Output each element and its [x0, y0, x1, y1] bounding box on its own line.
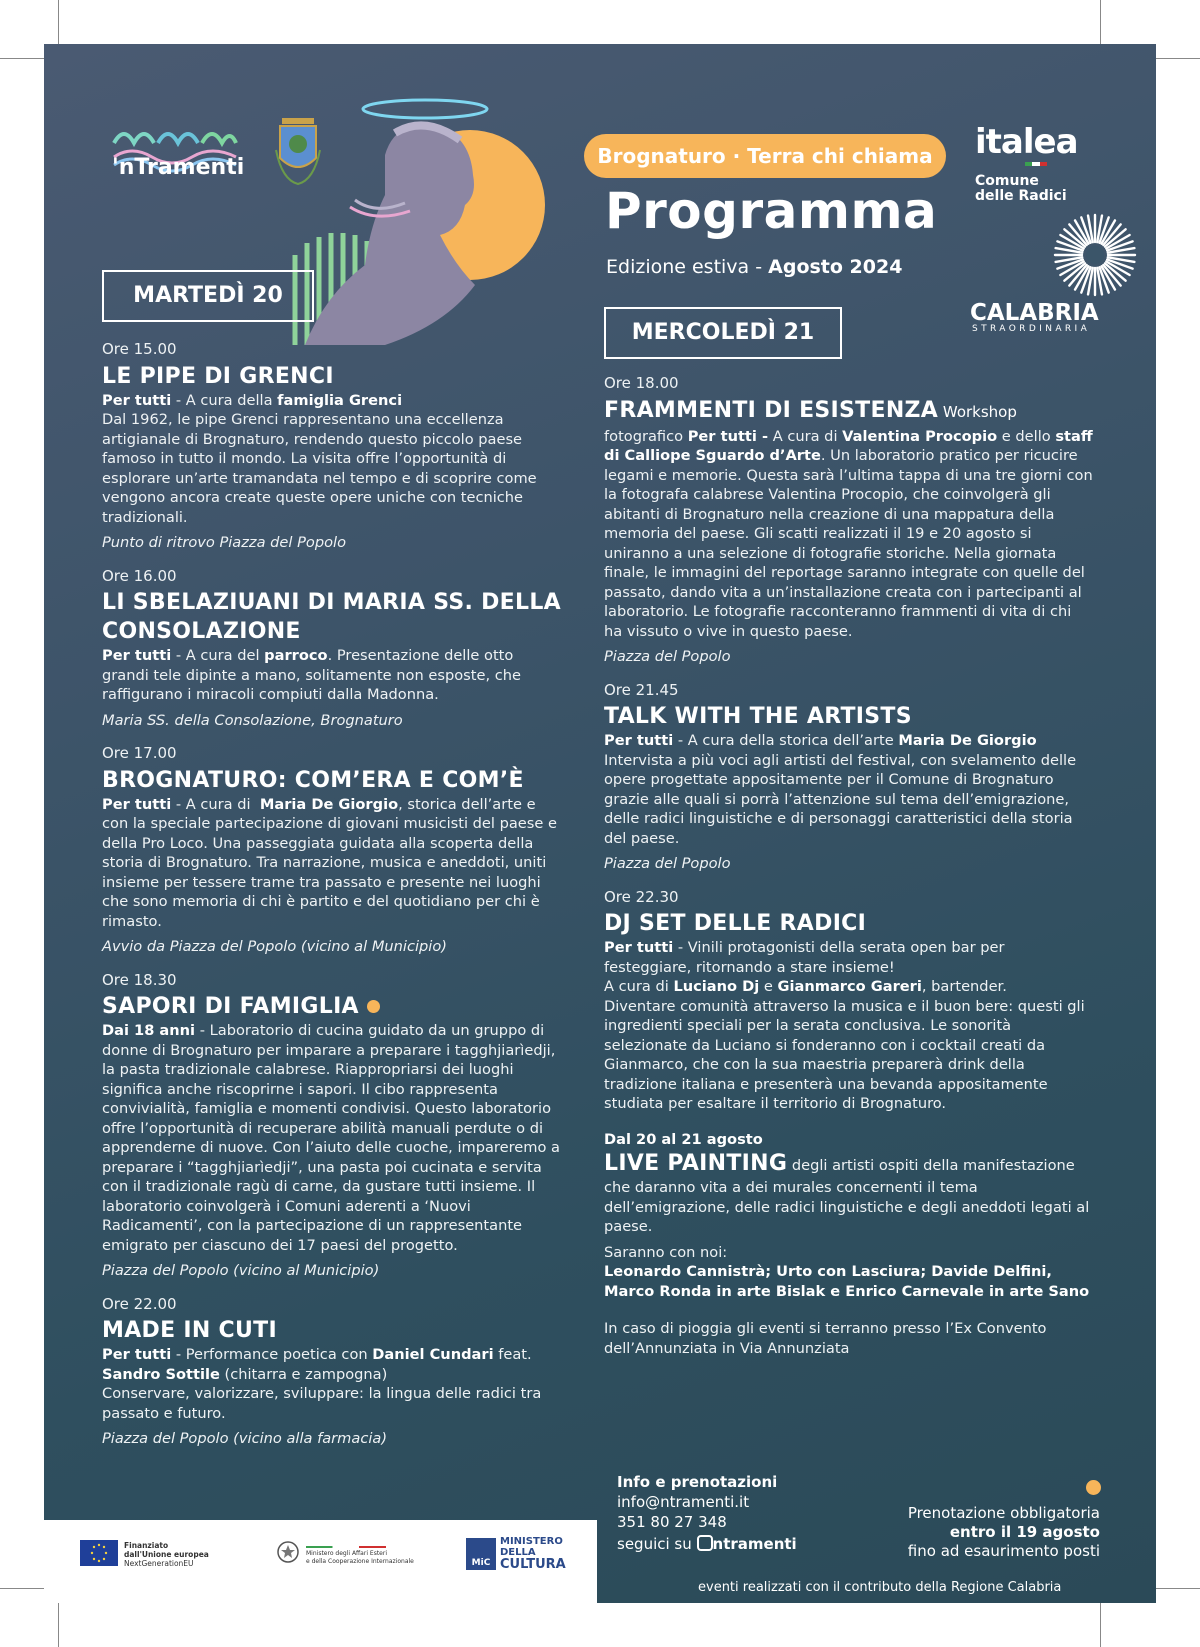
eu-funding-label: Finanziato dall'Unione europea NextGenerationEU [124, 1541, 209, 1568]
event-location: Piazza del Popolo (vicino al Municipio) [102, 1262, 380, 1279]
instagram-icon [697, 1535, 713, 1551]
event-title: TALK WITH THE ARTISTS [604, 704, 912, 729]
tricolor-line-icon [306, 1546, 386, 1548]
event-location: Punto di ritrovo Piazza del Popolo [102, 534, 346, 551]
event-description: Conservare, valorizzare, sviluppare: la lingua delle radici tra passato e futuro. [102, 1385, 542, 1422]
event-title: BROGNATURO: COM’ERA E COM’È [102, 767, 524, 793]
calabria-sunburst-icon [1052, 212, 1138, 298]
live-with-label: Saranno con noi: [604, 1243, 728, 1261]
ministero-esteri-label: Ministero degli Affari Esteri e della Cooperazione Internazionale [306, 1546, 414, 1566]
italian-flag-icon [1025, 162, 1047, 166]
event-time: Ore 22.00 [102, 1294, 177, 1313]
event-sapori [102, 971, 562, 1281]
crop-mark [1156, 58, 1200, 59]
live-artists: Leonardo Cannistrà; Urto con Lasciura; Davide Delfini, Marco Ronda in arte Bislak e Enrico Carnevale in arte Sano [604, 1263, 1090, 1300]
regione-credit: eventi realizzati con il contributo della Regione Calabria [698, 1580, 1062, 1595]
event-title-row: SAPORI DI FAMIGLIA [102, 992, 562, 1021]
info-email[interactable]: info@ntramenti.it [617, 1493, 750, 1511]
italea-logo: italea [975, 122, 1078, 162]
crop-mark [58, 1603, 59, 1647]
crop-mark [0, 58, 44, 59]
event-description: Per tutti - A cura di Maria De Giorgio, storica dell’arte e con la speciale partecipazione di giovani musicisti del paese e della Pro Loco. Una passeggiata guidata alla scoperta della storia di Brognaturo. Tra narrazione, musica e aneddoti, uniti insieme per tessere trame tra passato e presente nei luoghi che sono memoria di chi è partito e del quotidiano per chi è rimasto. [102, 795, 557, 930]
crop-mark [1100, 1603, 1101, 1647]
event-sbelaziuani [102, 567, 562, 731]
highlight-dot-icon [367, 1000, 380, 1013]
event-location: Maria SS. della Consolazione, Brognaturo [102, 711, 403, 729]
event-location: Piazza del Popolo [604, 855, 731, 872]
day-heading-wednesday: MERCOLEDÌ 21 [604, 307, 842, 359]
info-title: Info e prenotazioni [617, 1473, 778, 1491]
event-time: Ore 21.45 [604, 680, 679, 699]
event-made-in-cuti [102, 1295, 562, 1449]
rain-notice: In caso di pioggia gli eventi si terranno presso l’Ex Convento dell’Annunziata in Via Annunziata [604, 1320, 1047, 1357]
event-description: fotografico Per tutti - A cura di Valentina Procopio e dello staff di Calliope Sguardo d’Arte. Un laboratorio pratico per ricucire legami e memorie. Questa sarà l’ultima tappa di una tre giorni con la fotografa calabrese Valentina Procopio, che coinvolgerà gli abitanti di Brognaturo nella creazione di una mappatura della memoria del paese. Gli scatti realizzati il 19 e 20 agosto si uniranno a una selezione di fotografie storiche. Nella giornata finale, le immagini del reportage saranno integrate con quelle del passato, dando vita a un’installazione creata con i partecipanti al laboratorio. Le fotografie racconteranno frammenti di vita di chi ha vissuto o vive in questo paese. [604, 427, 1093, 640]
header-pill: Brognaturo · Terra chi chiama [584, 134, 946, 178]
ntramenti-wordmark: 'nTramenti [112, 155, 245, 180]
event-description: Dal 1962, le pipe Grenci rappresentano una eccellenza artigianale di Brognaturo, rendendo questo piccolo paese famoso in tutto il mondo. La visita offre l’opportunità di esplorare un’arte tramandata nel tempo e di scoprire come vengono ancora create queste opere uniche con tecniche tradizionali. [102, 411, 537, 526]
event-time: Ore 15.00 [102, 340, 177, 358]
event-location: Avvio da Piazza del Popolo (vicino al Municipio) [102, 938, 447, 955]
event-description: Dai 18 anni - Laboratorio di cucina guidato da un gruppo di donne di Brognaturo per imparare a preparare i tagghjiarìedji, la pasta tradizionale calabrese. Riappropriarsi dei luoghi significa anche riscoprirne i sapori. Il cibo rappresenta convivialità, famiglia e momenti condivisi. Questo laboratorio offre l’opportunità di recuperare abilità manuali perdute o di apprenderne di nuove. Con l’aiuto delle cuoche, impareremo a preparare i “tagghjiarìedji”, una pasta poi cucinata e servita con il tradizionale ragù di carne, da gustare tutti insieme. Il laboratorio coinvolgerà i Comuni aderenti a ‘Nuovi Radicamenti’, con la partecipazione di un rappresentante emigrato per ciascuno dei 17 paesi del progetto. [102, 1022, 560, 1254]
info-block [617, 1472, 797, 1554]
day-heading-tuesday: MARTEDÌ 20 [102, 270, 314, 322]
event-curators: A cura di Luciano Dj e Gianmarco Gareri, bartender. [604, 978, 1007, 995]
info-social[interactable]: seguici su ntramenti [617, 1535, 797, 1553]
event-dj-set [604, 888, 1094, 1114]
page-title: Programma [605, 182, 938, 240]
comune-delle-radici: Comune delle Radici [975, 173, 1067, 204]
edition-date: Agosto 2024 [768, 256, 903, 278]
mic-logo-icon: MiC [466, 1538, 496, 1570]
event-time: Ore 18.30 [102, 970, 177, 989]
straordinaria-tagline: STRAORDINARIA [972, 324, 1091, 334]
event-credits: Per tutti - A cura della storica dell’arte Maria De Giorgio [604, 732, 1037, 749]
edition-subtitle [606, 256, 902, 278]
crop-mark [58, 0, 59, 44]
event-credits: Per tutti - A cura della famiglia Grenci [102, 391, 403, 409]
event-time: Ore 22.30 [604, 887, 679, 906]
event-talk [604, 681, 1094, 874]
event-description: Diventare comunità attraverso la musica e il buon bere: questi gli ingredienti speciali per la serata conclusiva. Le sonorità selezionate da Luciano si fonderanno con i cocktail creati da Gianmarco, che con la sua maestria preparerà drink della tradizione italiana e presenterà una bevanda appositamente studiata per esaltare il territorio di Brognaturo. [604, 997, 1085, 1112]
ministero-cultura-label: MINISTERO DELLA CULTURA [500, 1536, 566, 1572]
italian-emblem-icon [276, 1540, 300, 1564]
event-le-pipe [102, 340, 562, 553]
event-credits-extra: Sandro Sottile (chitarra e zampogna) [102, 1365, 388, 1383]
event-title: MADE IN CUTI [102, 1318, 277, 1343]
event-time: Ore 17.00 [102, 744, 177, 762]
event-credits: Per tutti - Performance poetica con Daniel Cundari feat. [102, 1346, 532, 1363]
crop-mark [1100, 0, 1101, 44]
event-location: Piazza del Popolo (vicino alla farmacia) [102, 1430, 388, 1447]
event-location: Piazza del Popolo [604, 648, 731, 665]
event-frammenti [604, 374, 1094, 667]
event-description: Intervista a più voci agli artisti del festival, con svelamento delle opere progettate appositamente per il Comune di Brognaturo grazie alle quali si porrà l’attenzione sul tema dell’emigrazione, delle radici linguistiche e di personaggi caratteristici della storia del paese. [604, 751, 1077, 847]
event-time: Ore 16.00 [102, 566, 177, 585]
event-title-row: FRAMMENTI DI ESISTENZA Workshop [604, 397, 1017, 423]
event-title: LE PIPE DI GRENCI [102, 363, 334, 389]
highlight-dot-icon [1086, 1480, 1101, 1495]
live-dates: Dal 20 al 21 agosto [604, 1130, 763, 1148]
event-live-painting [604, 1130, 1094, 1359]
event-time: Ore 18.00 [604, 374, 679, 392]
live-description: LIVE PAINTING degli artisti ospiti della manifestazione che daranno vita a dei murales concernenti il tema dell’emigrazione, delle radici linguistiche e degli aneddoti legati al paese. [604, 1151, 1090, 1235]
event-credits: Per tutti - Vinili protagonisti della serata open bar per festeggiare, ritornando a stare insieme! [604, 939, 1005, 976]
calabria-logo: CALABRIA [970, 300, 1099, 326]
event-description: Per tutti - A cura del parroco. Presentazione delle otto grandi tele dipinte a mano, solitamente non esposte, che raffigurano i miracoli compiuti dalla Madonna. [102, 647, 521, 703]
event-title: DJ SET DELLE RADICI [604, 911, 867, 936]
edition-prefix: Edizione estiva - [606, 256, 769, 278]
event-title: LI SBELAZIUANI DI MARIA SS. DELLA CONSOLAZIONE [102, 590, 561, 644]
booking-notice: Prenotazione obbligatoria entro il 19 agosto fino ad esaurimento posti [907, 1504, 1100, 1560]
wednesday-events [604, 374, 1094, 1372]
event-brognaturo [102, 744, 562, 957]
info-phone[interactable]: 351 80 27 348 [617, 1513, 727, 1531]
eu-flag-icon [80, 1540, 118, 1566]
crop-mark [0, 1588, 44, 1589]
crop-mark [1156, 1588, 1200, 1589]
tuesday-events [102, 340, 562, 1463]
